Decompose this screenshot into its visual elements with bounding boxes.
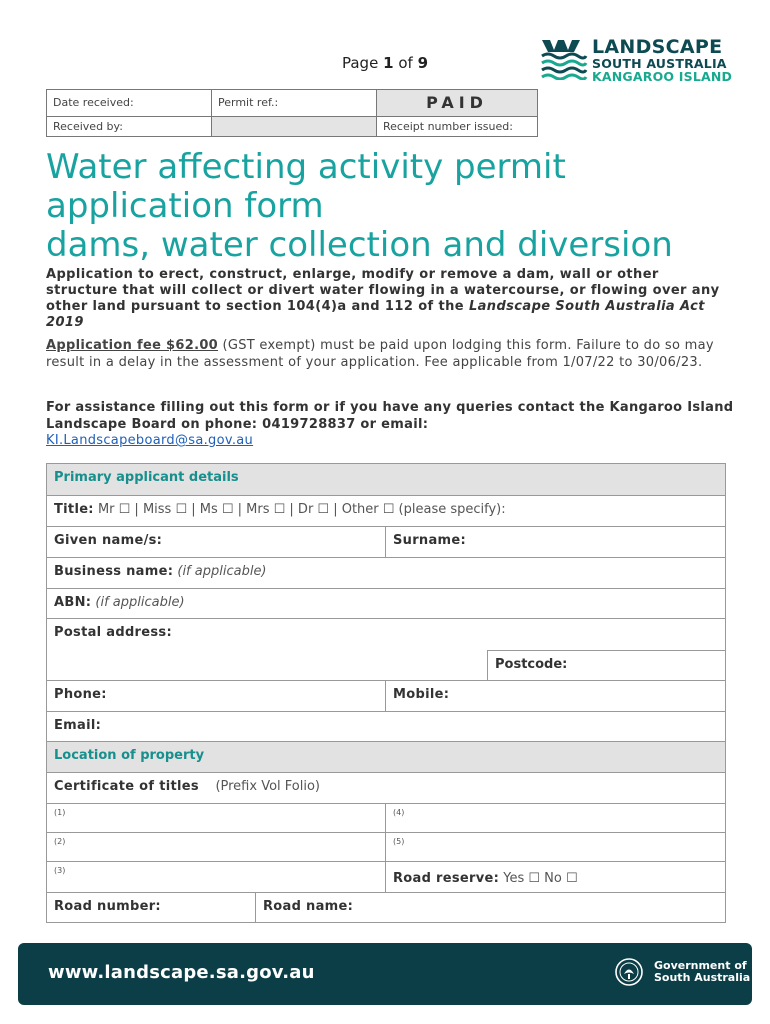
- certificate-titles-row: Certificate of titles (Prefix Vol Folio): [47, 772, 725, 803]
- location-header: Location of property: [47, 741, 725, 772]
- name-row: [47, 526, 725, 557]
- phone-field[interactable]: Phone:: [54, 687, 107, 702]
- office-use-table: [46, 89, 538, 137]
- footer-bar: [18, 943, 752, 1005]
- paid-stamp: PAID: [377, 90, 538, 117]
- contact-email-link[interactable]: KI.Landscapeboard@sa.gov.au: [46, 433, 254, 448]
- business-name-row[interactable]: Business name: (if applicable): [47, 557, 725, 588]
- receipt-number-label: Receipt number issued:: [377, 116, 538, 136]
- road-row: [47, 892, 725, 922]
- logo-line2: SOUTH AUSTRALIA: [592, 56, 727, 71]
- government-crest-icon: [614, 957, 644, 987]
- road-reserve-row: (3) Road reserve: Yes ☐ No ☐: [47, 861, 725, 892]
- given-names-field[interactable]: Given name/s:: [54, 533, 163, 548]
- fee-notice: Application fee $62.00 (GST exempt) must be paid upon lodging this form. Failure to do so may result in a delay in the assessment of your application. Fee applicable from 1/07/22 to 30/06/23.: [46, 338, 714, 370]
- page-number: Page 1 of 9: [341, 54, 428, 72]
- title-ref-row-2: [47, 832, 725, 861]
- date-received-label: Date received:: [47, 90, 212, 117]
- received-by-label: Received by:: [47, 116, 212, 136]
- landscape-sa-logo: [540, 36, 740, 82]
- title-checkboxes[interactable]: Mr ☐ | Miss ☐ | Ms ☐ | Mrs ☐ | Dr ☐ | Other ☐ (please specify):: [97, 502, 506, 517]
- title-ref-4-field[interactable]: (4): [385, 804, 725, 832]
- application-form: [46, 463, 726, 923]
- title-ref-5-field[interactable]: (5): [385, 833, 725, 861]
- website-link[interactable]: www.landscape.sa.gov.au: [48, 962, 315, 983]
- title-ref-3-field[interactable]: (3): [54, 866, 66, 875]
- primary-applicant-header: Primary applicant details: [47, 464, 725, 495]
- page-title: Water affecting activity permit application form dams, water collection and diversion: [46, 147, 673, 265]
- postal-address-row[interactable]: Postal address: Postcode:: [47, 618, 725, 680]
- title-row: Title: Mr ☐ | Miss ☐ | Ms ☐ | Mrs ☐ | Dr ☐ | Other ☐ (please specify):: [47, 495, 725, 526]
- title-ref-2-field[interactable]: (2): [54, 837, 66, 846]
- logo-line1: LANDSCAPE: [592, 36, 723, 58]
- email-row[interactable]: [47, 711, 725, 741]
- surname-field[interactable]: Surname:: [385, 527, 725, 557]
- permit-ref-label: Permit ref.:: [212, 90, 377, 117]
- received-by-field[interactable]: [212, 116, 377, 136]
- road-name-field[interactable]: Road name:: [255, 893, 725, 922]
- assistance-notice: For assistance filling out this form or if you have any queries contact the Kangaroo Island Landscape Board on phone: 0419728837 or email: KI.Landscapeboard@sa.gov.au: [46, 400, 734, 448]
- wave-logo-icon: [540, 36, 588, 80]
- road-number-field[interactable]: Road number:: [54, 899, 161, 914]
- postcode-field[interactable]: Postcode:: [487, 650, 725, 681]
- road-reserve-checkboxes[interactable]: Yes ☐ No ☐: [503, 871, 578, 886]
- title-ref-1-field[interactable]: (1): [54, 808, 66, 817]
- fee-label: Application fee $62.00: [46, 338, 219, 353]
- form-description: Application to erect, construct, enlarge, modify or remove a dam, wall or other structure that will collect or divert water flowing in a watercourse, or flowing over any other land pursuant to section 104(4)a and 112 of the Landscape South Australia Act 2019: [46, 267, 720, 330]
- government-logo-text: Government of South Australia: [654, 959, 751, 984]
- logo-line3: KANGAROO ISLAND: [592, 69, 733, 84]
- mobile-field[interactable]: Mobile:: [385, 681, 725, 711]
- title-ref-row-1: [47, 803, 725, 832]
- phone-row: [47, 680, 725, 711]
- email-field: Email:: [54, 718, 102, 733]
- abn-row[interactable]: ABN: (if applicable): [47, 588, 725, 618]
